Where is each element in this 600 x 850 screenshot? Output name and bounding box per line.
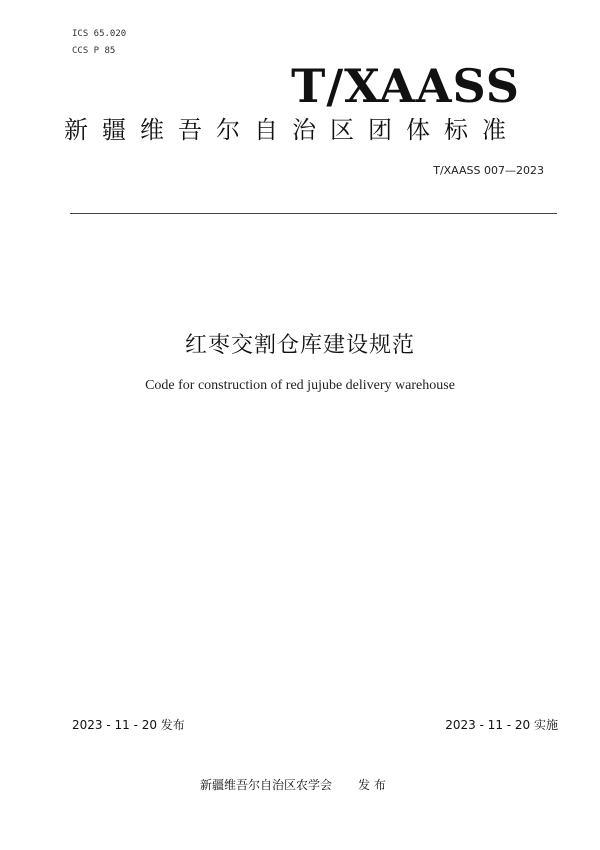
issue-date: 2023 - 11 - 20 发布 bbox=[72, 718, 185, 732]
publisher-line bbox=[200, 776, 386, 793]
ccs-code: CCS P 85 bbox=[72, 46, 116, 56]
publisher-organization: 新疆维吾尔自治区农学会 bbox=[200, 778, 333, 792]
publisher-action: 发 布 bbox=[358, 778, 386, 792]
classification-codes bbox=[72, 26, 126, 60]
ics-code: ICS 65.020 bbox=[72, 29, 127, 39]
implementation-date: 2023 - 11 - 20 实施 bbox=[445, 718, 558, 732]
standard-number: T/XAASS 007—2023 bbox=[433, 164, 544, 177]
standard-brand-logo: T/XAASS bbox=[291, 59, 520, 113]
header-divider bbox=[70, 213, 557, 214]
document-title-chinese: 红枣交割仓库建设规范 bbox=[184, 333, 415, 358]
document-title-english: Code for construction of red jujube delivery warehouse bbox=[145, 378, 455, 393]
standard-type-heading: 新疆维吾尔自治区团体标准 bbox=[64, 116, 520, 144]
